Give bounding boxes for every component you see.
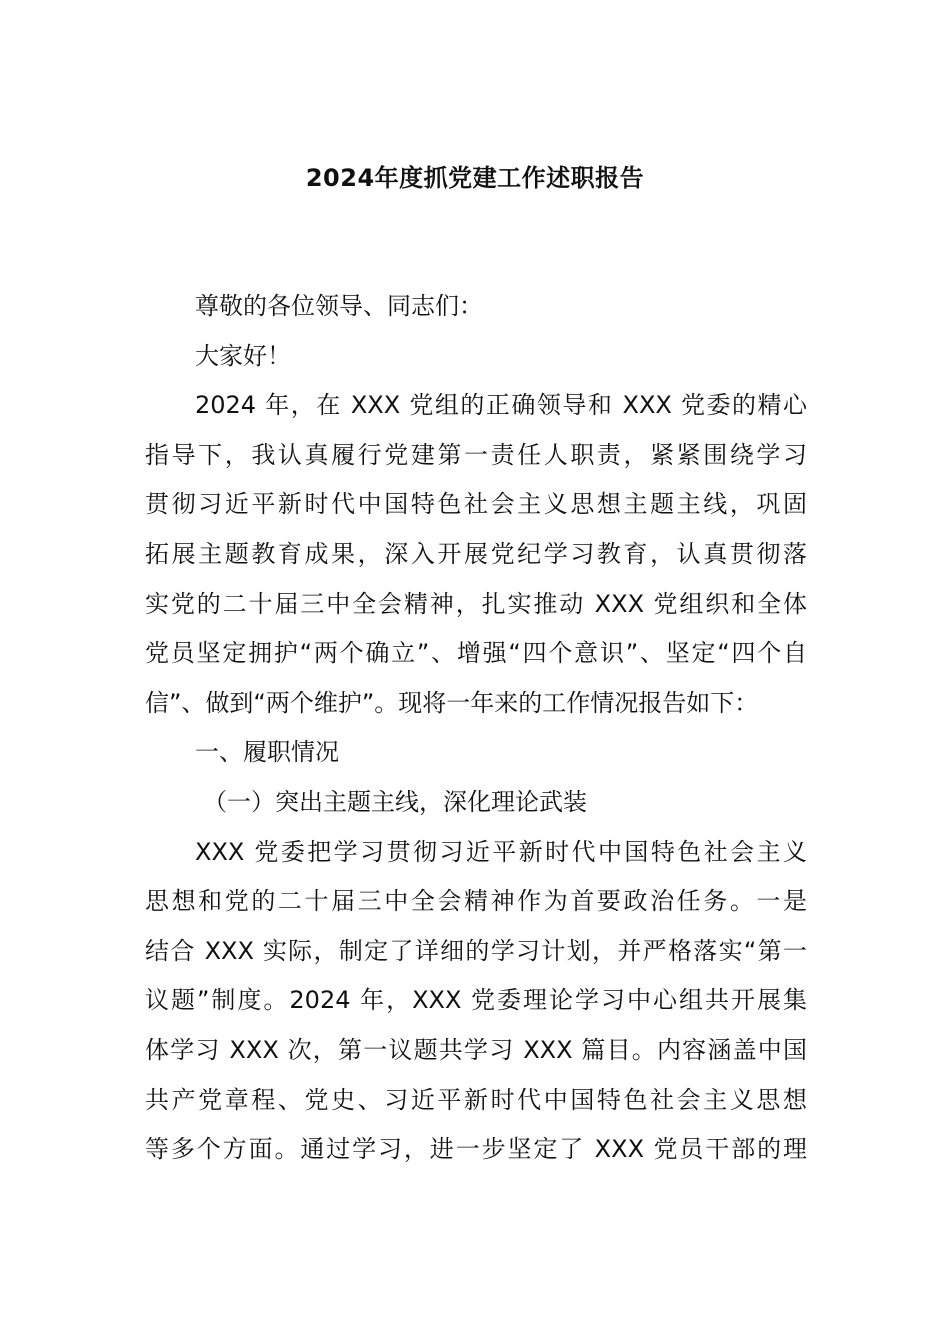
paragraph-line: 拓展主题教育成果，深入开展党纪学习教育，认真贯彻落	[145, 539, 807, 568]
salutation-line: 尊敬的各位领导、同志们：	[195, 292, 483, 320]
paragraph-line: 实党的二十届三中全会精神，扎实推动 XXX 党组织和全体	[145, 589, 807, 618]
paragraph-line: 结合 XXX 实际，制定了详细的学习计划，并严格落实“第一	[145, 936, 807, 965]
paragraph-line: 体学习 XXX 次，第一议题共学习 XXX 篇目。内容涵盖中国	[145, 1035, 807, 1064]
paragraph-line: XXX 党委把学习贯彻习近平新时代中国特色社会主义	[195, 837, 807, 866]
subsection-heading: （一）突出主题主线，深化理论武装	[203, 787, 587, 816]
document-title: 2024年度抓党建工作述职报告	[305, 164, 645, 192]
paragraph-line: 党员坚定拥护“两个确立”、增强“四个意识”、坚定“四个自	[145, 639, 807, 668]
paragraph-line: 指导下，我认真履行党建第一责任人职责，紧紧围绕学习	[145, 440, 807, 469]
document-body	[145, 282, 807, 1175]
paragraph-line: 信”、做到“两个维护”。现将一年来的工作情况报告如下：	[145, 688, 759, 717]
paragraph-line: 思想和党的二十届三中全会精神作为首要政治任务。一是	[145, 887, 807, 916]
paragraph-line: 2024 年，在 XXX 党组的正确领导和 XXX 党委的精心	[195, 391, 807, 420]
section-heading: 一、履职情况	[195, 738, 339, 767]
paragraph-line: 等多个方面。通过学习，进一步坚定了 XXX 党员干部的理	[145, 1135, 807, 1164]
greeting-line: 大家好！	[195, 341, 291, 370]
paragraph-line: 共产党章程、党史、习近平新时代中国特色社会主义思想	[145, 1085, 807, 1114]
paragraph-line: 贯彻习近平新时代中国特色社会主义思想主题主线，巩固	[145, 490, 807, 519]
paragraph-line: 议题”制度。2024 年，XXX 党委理论学习中心组共开展集	[145, 986, 807, 1015]
